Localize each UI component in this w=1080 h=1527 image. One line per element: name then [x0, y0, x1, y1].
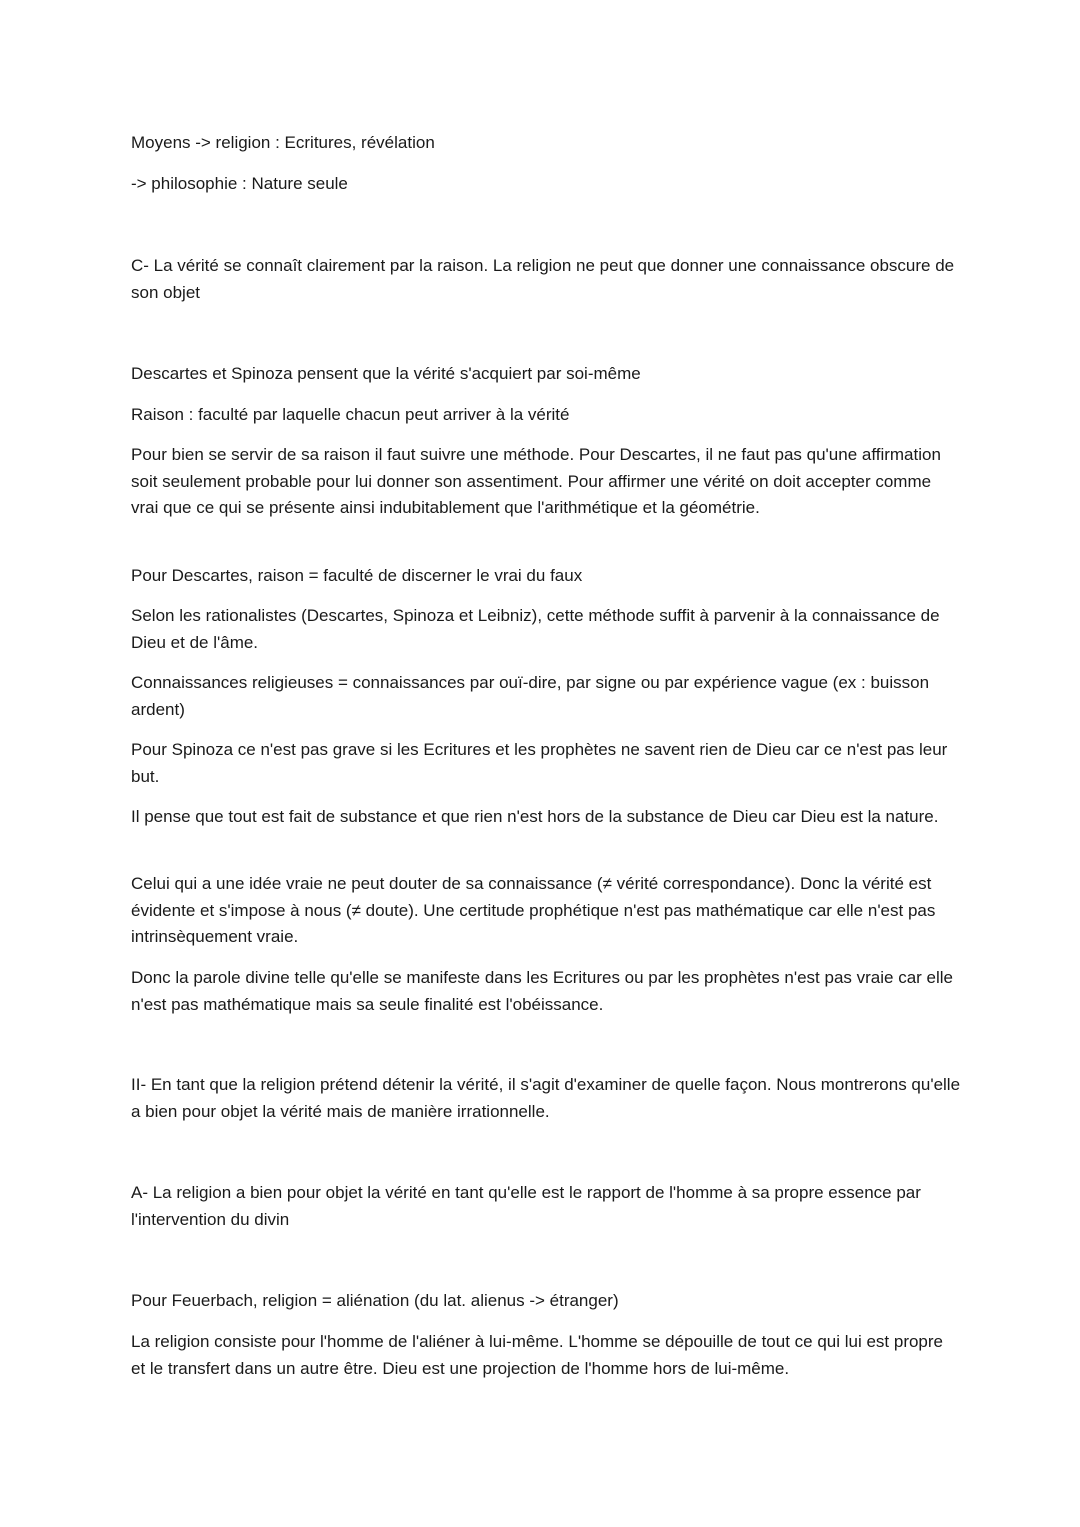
paragraph-moyens-philosophie: -> philosophie : Nature seule [131, 174, 348, 193]
section-heading-a: A- La religion a bien pour objet la vérité en tant qu'elle est le rapport de l'homme à sa propre essence par l'intervention du divin [131, 1183, 921, 1229]
paragraph-spinoza-ecritures: Pour Spinoza ce n'est pas grave si les Ecritures et les prophètes ne savent rien de Dieu car ce n'est pas leur but. [131, 740, 948, 786]
paragraph-alienation: La religion consiste pour l'homme de l'aliéner à lui-même. L'homme se dépouille de tout ce qui lui est propre et le transfert dans un autre être. Dieu est une projection de l'homme hors de lui-même. [131, 1332, 944, 1378]
paragraph-descartes-raison: Pour Descartes, raison = faculté de discerner le vrai du faux [131, 566, 583, 585]
paragraph-connaissances-religieuses: Connaissances religieuses = connaissances par ouï-dire, par signe ou par expérience vague (ex : buisson ardent) [131, 673, 930, 719]
paragraph-moyens-religion: Moyens -> religion : Ecritures, révélation [131, 133, 435, 152]
paragraph-parole-divine: Donc la parole divine telle qu'elle se manifeste dans les Ecritures ou par les prophètes n'est pas vraie car elle n'est pas mathématique mais sa seule finalité est l'obéissance. [131, 968, 953, 1014]
paragraph-methode: Pour bien se servir de sa raison il faut suivre une méthode. Pour Descartes, il ne faut pas qu'une affirmation soit seulement probable pour lui donner son assentiment. Pour affirmer une vérité on doit accepter comme vrai que ce qui se présente ainsi indubitablement que l'arithmétique et la géométrie. [131, 445, 941, 517]
paragraph-descartes-spinoza: Descartes et Spinoza pensent que la vérité s'acquiert par soi-même [131, 364, 641, 383]
paragraph-raison-definition: Raison : faculté par laquelle chacun peut arriver à la vérité [131, 405, 570, 424]
section-heading-ii: II- En tant que la religion prétend détenir la vérité, il s'agit d'examiner de quelle façon. Nous montrerons qu'elle a bien pour objet la vérité mais de manière irrationnelle. [131, 1075, 961, 1121]
paragraph-feuerbach: Pour Feuerbach, religion = aliénation (du lat. alienus -> étranger) [131, 1291, 619, 1310]
section-heading-c: C- La vérité se connaît clairement par la raison. La religion ne peut que donner une connaissance obscure de son objet [131, 256, 955, 302]
paragraph-substance: Il pense que tout est fait de substance et que rien n'est hors de la substance de Dieu car Dieu est la nature. [131, 807, 939, 826]
paragraph-rationalistes: Selon les rationalistes (Descartes, Spinoza et Leibniz), cette méthode suffit à parvenir à la connaissance de Dieu et de l'âme. [131, 606, 940, 652]
paragraph-idee-vraie: Celui qui a une idée vraie ne peut douter de sa connaissance (≠ vérité correspondance). Donc la vérité est évidente et s'impose à nous (≠ doute). Une certitude prophétique n'est pas mathématique car elle n'est pas intrinsèquement vraie. [131, 874, 936, 946]
